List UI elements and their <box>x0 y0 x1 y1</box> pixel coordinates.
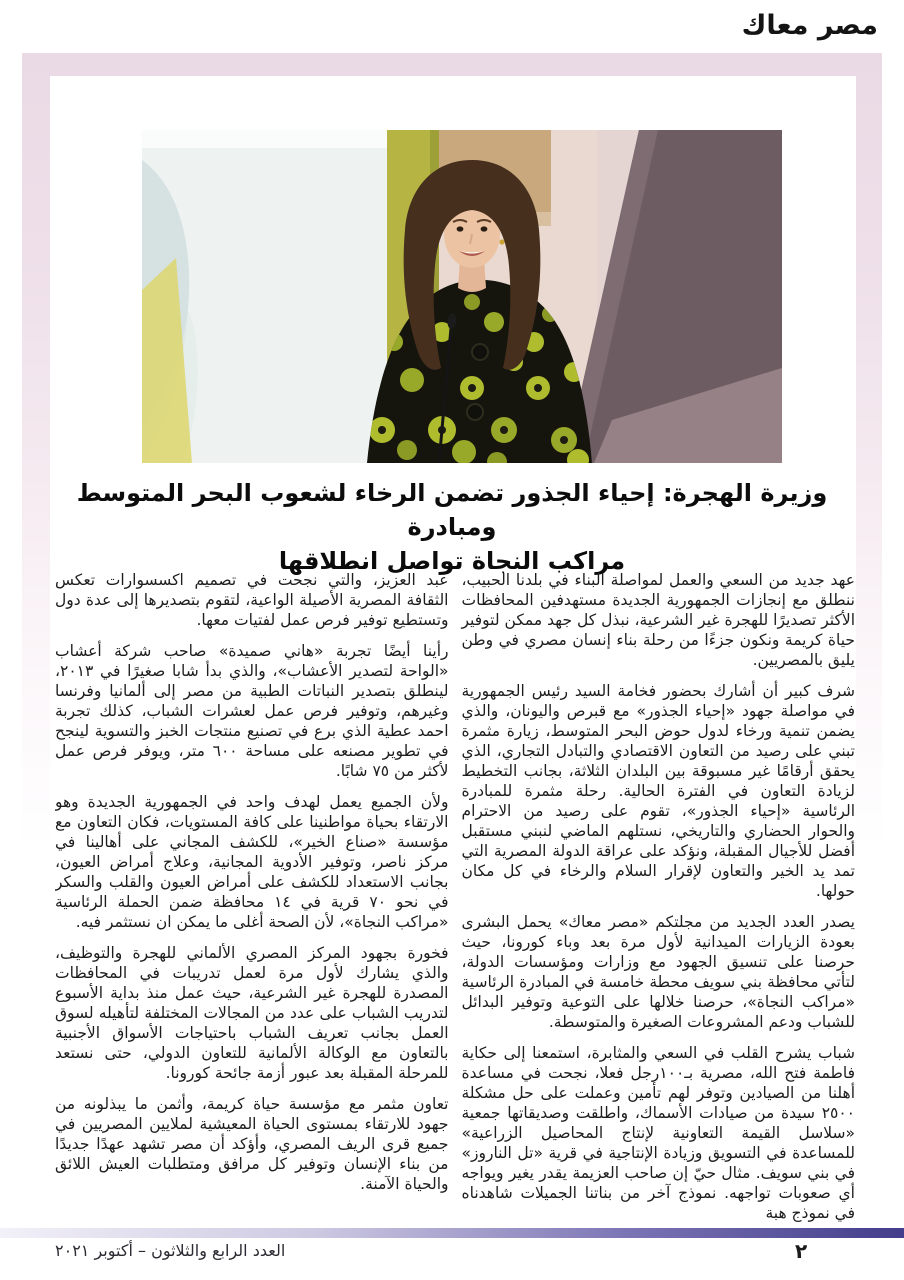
footer-page-number: ٢ <box>795 1239 808 1263</box>
column-right <box>462 570 856 1227</box>
article-paragraph: شرف كبير أن أشارك بحضور فخامة السيد رئيس الجمهورية في مواصلة جهود «إحياء الجذور» مع قبرص واليونان، والذي يضمن تنمية ورخاء لدول حوض البحر المتوسط، زيارة مثمرة تبني على رصيد من التعاون الاقتصادي والتبادل التجاري، الذي يحقق أرقامًا غير مسبوقة بين البلدان الثلاثة، بجانب التخطيط لزيادة التعاون في الفترة الحالية. رحلة مثمرة للمبادرة الرئاسية «إحياء الجذور»، تقوم على رصيد من الاحترام والحوار الحضاري والتاريخي، نستلهم الماضي لنبني مستقبل أفضل للأجيال المقبلة، ونؤكد على عراقة الدولة المصرية التي تمد يد الخير والتعاون لإقرار السلام والرخاء في كل مكان حولها. <box>461 682 855 900</box>
masthead-title: مصر معاك <box>741 10 878 41</box>
article-paragraph: ولأن الجميع يعمل لهدف واحد في الجمهورية الجديدة وهو الارتقاء بحياة مواطنينا على كافة المستويات، فكان التعاون مع مؤسسة «صناع الخير»، للكشف المجاني على أهالينا في مركز ناصر، وتوفير الأدوية المجانية، وعلاج أمراض العيون، بجانب الاستعداد للكشف على أمراض العيون والقلب والسكر في نحو ٧٠ قرية في ١٤ محافظة ضمن الحملة الرئاسية «مراكب النجاة»، لأن الصحة أغلى ما يمكن ان نستثمر فيه. <box>55 793 449 931</box>
minister-photo <box>142 130 782 463</box>
article-paragraph: تعاون مثمر مع مؤسسة حياة كريمة، وأثمن ما يبذلونه من جهود للارتقاء بمستوى الحياة المعيشية لملايين المصريين في جميع قرى الريف المصري، وأؤكد أن مصر تشهد عهدًا جديدًا من بناء الإنسان وتوفير كل مرافق ومتطلبات العيش اللائق والحياة الآمنة. <box>55 1095 449 1193</box>
headline-line-1: وزيرة الهجرة: إحياء الجذور تضمن الرخاء لشعوب البحر المتوسط ومبادرة <box>76 479 828 541</box>
footer-issue-line: العدد الرابع والثلاثون – أكتوبر ٢٠٢١ <box>55 1241 286 1260</box>
article-paragraph: عهد جديد من السعي والعمل لمواصلة البناء في بلدنا الحبيب، ننطلق مع إنجازات الجمهورية الجديدة مستهدفين المحافظات الأكثر تصديرًا للهجرة غير الشرعية، نبذل كل جهد ممكن لتوفير حياة كريمة ونكون جزءًا من رحلة بناء إنسان مصري في وطن يليق بالمصريين. <box>461 571 855 669</box>
article-paragraph: رأينا أيضًا تجربة «هاني صميدة» صاحب شركة أعشاب «الواحة لتصدير الأعشاب»، والذي بدأ شابا صغيرًا في ٢٠١٣، لينطلق بتصدير النباتات الطبية من مصر إلى ألمانيا وفرنسا وغيرهم، وتوفير فرص عمل لعشرات الشباب، كذلك تجربة احمد عطية الذي برع في تصنيع منتجات الخبز والتسوية لينجح في تطوير مصنعه على مساحة ٦٠٠ متر، ويوفر فرص عمل لأكثر من ٧٥ شابًا. <box>55 642 449 780</box>
article-paragraph: عبد العزيز، والتي نجحت في تصميم اكسسوارات تعكس الثقافة المصرية الأصيلة الواعية، لتقوم بتصديرها إلى عدة دول وتستطيع توفير فرص عمل لفتيات معها. <box>55 571 449 629</box>
footer-gradient-bar <box>0 1228 904 1238</box>
article-headline <box>60 476 844 578</box>
article-paragraph: شباب يشرح القلب في السعي والمثابرة، استمعنا إلى حكاية فاطمة فتح الله، مصرية بـ١٠٠رجل فعلا، نجحت في مساعدة أهلنا من الصيادين وتوفر لهم تأمين وعملت على حل مشكلة ٢٥٠٠ سيدة من صيادات الأسماك، واطلقت وصديقاتها جمعية «سلاسل القيمة التعاونية لإنتاج المحاصيل الزراعية» للمساعدة في التسويق وزيادة الإنتاجية في قرية «تل الناروز» في بني سويف. مثال حيّ إن صاحب العزيمة يقدر يغير ويواجه أي صعوبات تواجهه. نموذج آخر من بناتنا الجميلات شاهدناه في نموذج هبة <box>461 1044 855 1222</box>
column-left <box>55 570 449 1227</box>
article-paragraph: فخورة بجهود المركز المصري الألماني للهجرة والتوظيف، والذي يشارك لأول مرة لعمل تدريبات في المحافظات المصدرة للهجرة غير الشرعية، حيث عمل منذ بداية الأسبوع لتدريب الشباب على عدد من المجالات المختلفة لتأهيله لسوق العمل بجانب تعريف الشباب باحتياجات الأسواق الأجنبية بالتعاون مع الوكالة الألمانية للتعاون الدولي، حتى نستعد للمرحلة المقبلة بعد عبور أزمة جائحة كورونا. <box>55 944 449 1082</box>
headline-line-2: مراكب النجاة تواصل انطلاقها <box>278 547 626 575</box>
article-body <box>55 570 855 1227</box>
article-paragraph: يصدر العدد الجديد من مجلتكم «مصر معاك» يحمل البشرى بعودة الزيارات الميدانية لأول مرة بعد وباء كورونا، حيث حرصنا على تنسيق الجهود مع وزارات ومؤسسات الدولة، لتأتي محافظة بني سويف محطة خامسة في المبادرة الرئاسية «مراكب النجاة»، حرصنا خلالها على التوعية وتوفير البدائل للشباب ودعم المشروعات الصغيرة والمتوسطة. <box>461 913 855 1031</box>
